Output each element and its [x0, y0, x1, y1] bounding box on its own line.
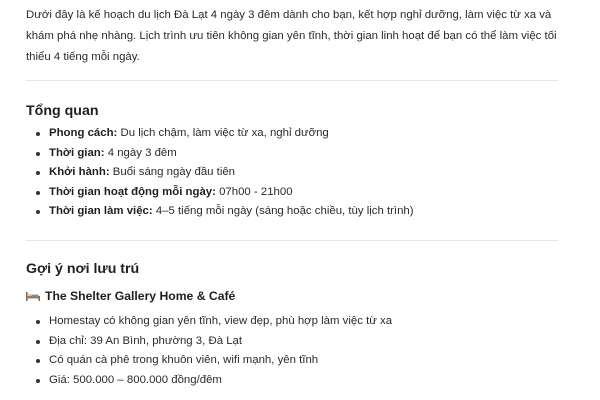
list-item: Địa chỉ: 39 An Bình, phường 3, Đà Lạt	[26, 332, 566, 352]
bed-icon	[26, 291, 40, 301]
section-divider	[26, 240, 558, 241]
item-value: 4 ngày 3 đêm	[104, 146, 177, 159]
list-item: Homestay có không gian yên tĩnh, view đẹp, phù hợp làm việc từ xa	[26, 312, 566, 332]
section-divider	[26, 80, 558, 81]
item-label: Khởi hành:	[49, 166, 110, 178]
intro-paragraph: Dưới đây là kế hoạch du lịch Đà Lạt 4 ngày 3 đêm dành cho bạn, kết hợp nghỉ dưỡng, làm việc từ xa và khám phá nhẹ nhàng. Lịch trình ưu tiên không gian yên tĩnh, thời gian linh hoạt để bạn có thể làm việc tối thiểu 4 tiếng mỗi ngày.	[26, 9, 557, 63]
item-value: 07h00 - 21h00	[215, 185, 293, 198]
list-item	[26, 144, 566, 164]
item-label: Thời gian làm việc:	[49, 205, 153, 217]
list-item	[26, 202, 566, 222]
overview-list	[26, 124, 566, 222]
item-value: Du lịch chậm, làm việc từ xa, nghỉ dưỡng	[117, 127, 329, 139]
hotel-name: The Shelter Gallery Home & Café	[45, 289, 236, 303]
item-value: 4–5 tiếng mỗi ngày (sáng hoặc chiều, tùy lịch trình)	[152, 205, 414, 217]
list-item	[26, 183, 566, 203]
stay-heading: Gợi ý nơi lưu trú	[26, 261, 140, 277]
hotel-title	[26, 289, 235, 303]
item-value: Buổi sáng ngày đầu tiên	[109, 166, 236, 178]
list-item	[26, 163, 566, 183]
item-label: Phong cách:	[49, 127, 118, 139]
list-item: Giá: 500.000 – 800.000 đồng/đêm	[26, 371, 566, 391]
overview-heading: Tổng quan	[26, 103, 99, 119]
stay-details-list	[26, 312, 566, 390]
item-label: Thời gian:	[49, 146, 105, 159]
item-label: Thời gian hoạt động mỗi ngày:	[49, 185, 216, 198]
list-item	[26, 124, 566, 144]
list-item: Có quán cà phê trong khuôn viên, wifi mạnh, yên tĩnh	[26, 351, 566, 371]
